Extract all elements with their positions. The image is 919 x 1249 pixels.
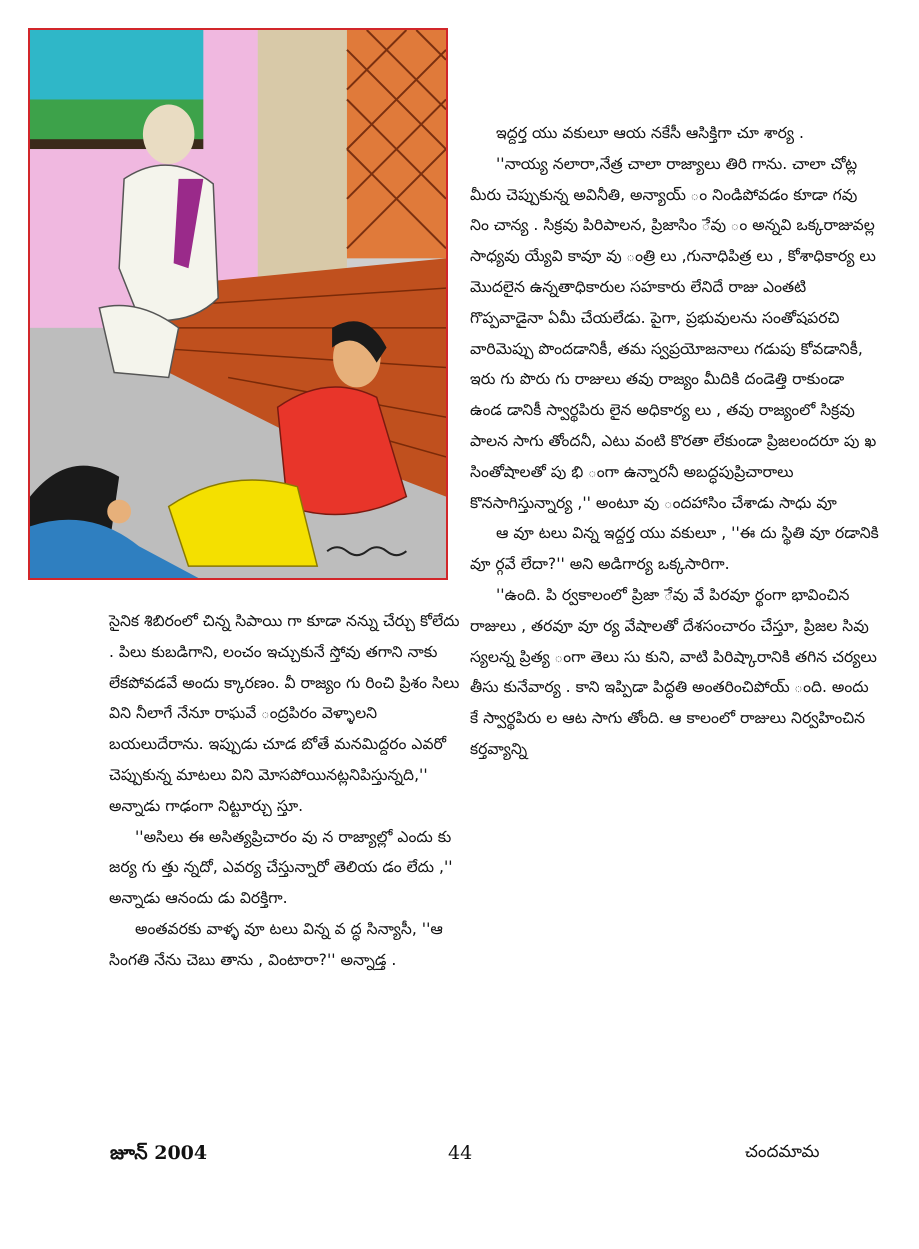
story-illustration [28, 28, 448, 580]
right-column [470, 118, 880, 765]
magazine-name: చందమామ [745, 1142, 820, 1162]
page-number: 44 [448, 1142, 473, 1164]
paragraph: ''అసిలు ఈ అసిత్యప్రిచారం వు న రాజ్యాల్లో ఎందు కు జర్య గు త్తు న్నదో, ఎవర్య చేస్తున్నారో తెలియ డం లేదు ,'' అన్నాడు ఆనందు డు విరక్తిగా. [109, 827, 453, 908]
issue-date: జూన్ 2004 [110, 1142, 208, 1164]
paragraph: ''ఉంది. పి ర్వకాలంలో ప్రిజా ేవు వే పిరవూ ర్థంగా భావించిన రాజులు , తరవూ వూ ర్య వేషాలతో దేశసంచారం చేస్తూ, ప్రిజల సివు స్యలన్న ప్రిత్య ంగా తెలు సు కుని, వాటి పిరిష్కారానికి తగిన చర్యలు తీసు కునేవార్య . కాని ఇప్పిడా పిద్ధతి అంతరించిపోయ్ ంది. అందు కే స్వార్థపిరు ల ఆట సాగు తోంది. ఆ కాలంలో రాజులు నిర్వహించిన కర్తవ్యాన్ని [470, 585, 877, 758]
paragraph: సైనిక శిబిరంలో చిన్న సిపాయి గా కూడా నన్ను చేర్చు కోలేదు . పిలు కుబడిగాని, లంచం ఇచ్చుకునే స్తోవు తగాని నాకు లేకపోవడవే అందు క్కారణం. వీ రాజ్యం గు రించి ప్రిశం సిలు విని నీలాగే నేనూ రాఘవే ంద్రపిరం వెళ్ళాలని బయలుదేరాను. ఇప్పుడు చూడ బోతే మనమిద్దరం ఎవరో చెప్పుకున్న మాటలు విని మోసపోయినట్లనిపిస్తున్నది,'' అన్నాడు గాఢంగా నిట్టూర్చు స్తూ. [109, 612, 460, 815]
left-column [109, 606, 461, 976]
sage-head [143, 104, 195, 164]
paragraph: ఆ వూ టలు విన్న ఇద్దర్త యు వకులూ , ''ఈ దు స్థితి వూ రడానికి వూ ర్గవే లేదా?'' అని అడిగార్య ఒక్కసారిగా. [470, 524, 879, 574]
sage-robe [119, 165, 218, 320]
wall-right [258, 30, 347, 278]
paragraph: ''నాయ్య నలారా,నేత్ర చాలా రాజ్యాలు తిరి గాను. చాలా చోట్ల మీరు చెప్పుకున్న అవినీతి, అన్యాయ్ ం నిండిపోవడం కూడా గవు నిం చాన్య . సిక్రవు పిరిపాలన, ప్రిజాసిం ేవు ం అన్నవి ఒక్కరాజువల్ల సాధ్యవు య్యేవి కావూ వు ంత్రి లు ,గునాధిపిత్ర లు , కోశాధికార్య లు మొదలైన ఉన్నతాధికారుల సహకారు లేనిదే రాజు ఎంతటి గొప్పవాడైనా ఏమీ చేయలేడు. పైగా, ప్రభువులను సంతోషపరచి వారిమెప్పు పొందడానికీ, తమ స్వప్రయోజనాలు గడుపు కోవడానికీ, ఇరు గు పొరు గు రాజులు తవు రాజ్యం మీదికి దండెత్తి రాకుండా ఉండ డానికీ స్వార్థపిరు లైన అధికార్య లు , తవు రాజ్యంలో సిక్రవు పాలన సాగు తోందనీ, ఎటు వంటి కొరతా లేకుండా ప్రిజలందరూ పు ఖ సింతోషాలతో పు భి ంగా ఉన్నారనీ అబద్ధపుప్రిచారాలు కొనసాగిస్తున్నార్య ,'' అంటూ వు ందహాసిం చేశాడు సాధు వూ [470, 154, 877, 512]
paragraph: ఇద్దర్త యు వకులూ ఆయ నకేసీ ఆసిక్తిగా చూ శార్య . [496, 124, 804, 142]
paragraph: అంతవరకు వాళ్ళ వూ టలు విన్న వ ద్ధ సిన్యాసీ, ''ఆ సింగతి నేను చెబు తాను , వింటారా?'' అన్నాడ్త . [109, 919, 443, 969]
illustration-drawing [30, 30, 446, 578]
man-blue-ear [107, 500, 131, 524]
